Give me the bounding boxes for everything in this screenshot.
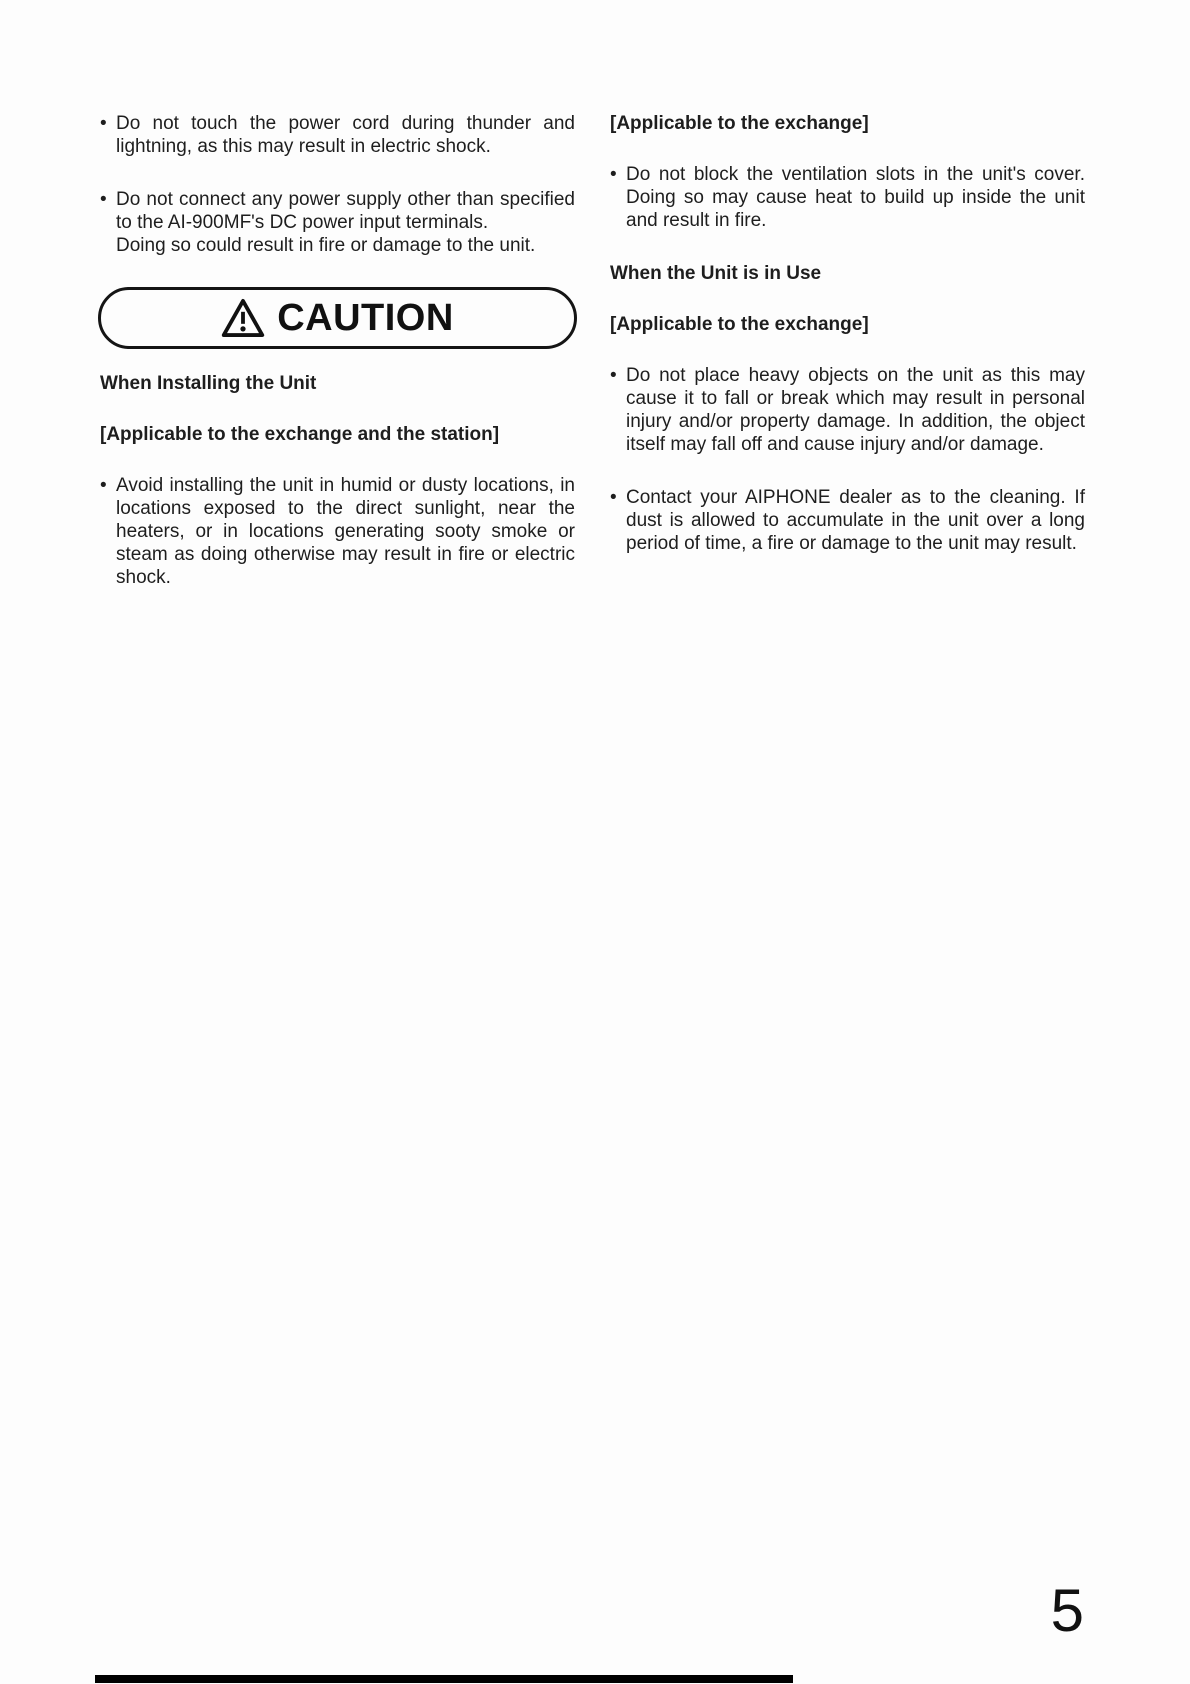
list-item-ventilation [610, 163, 1085, 232]
list-item-heavy-objects [610, 364, 1085, 456]
list-item-text: Avoid installing the unit in humid or dusty locations, in locations exposed to the direct sunlight, near the heaters, or in locations generating sooty smoke or steam as doing otherwise may result in fire or electric shock. [116, 475, 575, 588]
bullet-icon [100, 474, 116, 589]
list-item-text [116, 188, 575, 257]
right-column [610, 112, 1085, 619]
bullet-icon [100, 188, 116, 257]
heading-when-installing: When Installing the Unit [100, 373, 317, 394]
list-item-text-main: Do not connect any power supply other than specified to the AI-900MF's DC power input terminals. [116, 189, 575, 233]
bullet-icon [610, 486, 626, 555]
list-item-text: Do not block the ventilation slots in the unit's cover. Doing so may cause heat to build up inside the unit and result in fire. [626, 164, 1085, 231]
list-item-avoid-install [100, 474, 575, 589]
list-item-cleaning [610, 486, 1085, 555]
list-item-text: Do not place heavy objects on the unit as this may cause it to fall or break which may result in personal injury and/or property damage. In addition, the object itself may fall off and cause injury and/or damage. [626, 365, 1085, 455]
bullet-icon [100, 112, 116, 158]
caution-banner [98, 287, 577, 349]
page-bottom-edge-bar [95, 1675, 793, 1683]
heading-applicable-exchange-station: [Applicable to the exchange and the station] [100, 424, 500, 445]
list-item-text-note: Doing so could result in fire or damage to the unit. [116, 235, 536, 256]
warning-triangle-icon [221, 298, 265, 338]
list-item-text: Contact your AIPHONE dealer as to the cleaning. If dust is allowed to accumulate in the unit over a long period of time, a fire or damage to the unit may result. [626, 487, 1085, 554]
heading-applicable-exchange-2: [Applicable to the exchange] [610, 314, 869, 335]
heading-when-in-use: When the Unit is in Use [610, 263, 822, 284]
bullet-icon [610, 163, 626, 232]
caution-label: CAUTION [277, 296, 454, 339]
list-item-power-supply [100, 188, 575, 257]
heading-applicable-exchange-1: [Applicable to the exchange] [610, 113, 869, 134]
page-number: 5 [1050, 1577, 1084, 1644]
bullet-icon [610, 364, 626, 456]
two-column-layout [100, 112, 1085, 619]
list-item-text: Do not touch the power cord during thunder and lightning, as this may result in electric shock. [116, 113, 575, 157]
list-item-thunder [100, 112, 575, 158]
left-column [100, 112, 575, 619]
